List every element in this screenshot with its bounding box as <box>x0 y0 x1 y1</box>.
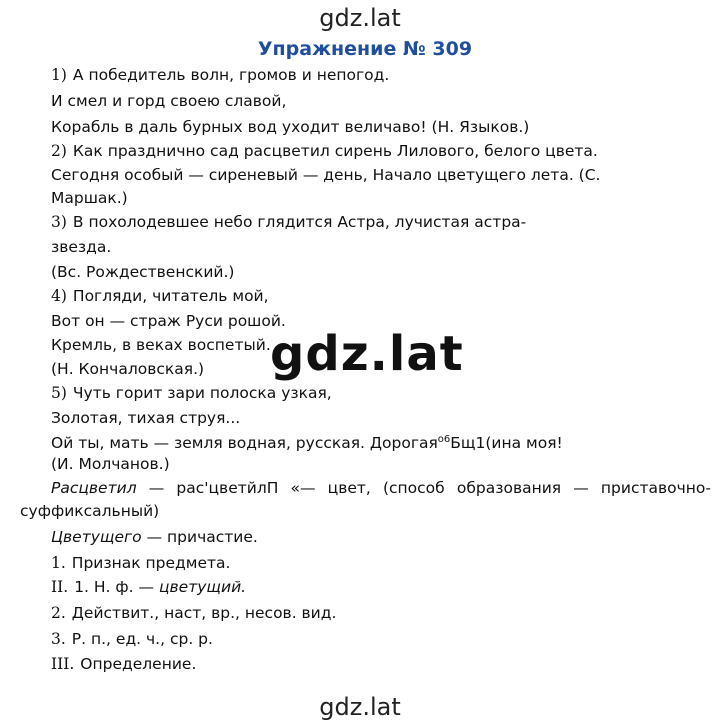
poem-5-line-1: 5) Чуть горит зари полоска узкая, <box>51 384 332 402</box>
exercise-title: Упражнение № 309 <box>257 38 473 60</box>
poem-3-line-2: звезда. <box>51 238 112 256</box>
analysis-item-5: III. Определение. <box>51 655 197 673</box>
analysis-word-1-term: Расцветил <box>51 479 137 497</box>
analysis-word-1: Расцветил — рас'цветйлП «— цвет, (способ образования — приставочно- <box>51 479 711 497</box>
poem-4-number: 4) <box>51 287 67 305</box>
poem-2-number: 2) <box>51 142 67 160</box>
poem-3-line-3: (Вс. Рождественский.) <box>51 263 235 281</box>
poem-1-number: 1) <box>51 66 67 84</box>
poem-2-line-3: Маршак.) <box>51 189 128 207</box>
poem-1-line-2: И смел и горд своею славой, <box>51 92 287 110</box>
analysis-word-1-cont: суффиксальный) <box>20 502 160 520</box>
watermark-bottom: gdz.lat <box>319 693 401 721</box>
poem-4-line-2: Вот он — страж Руси рошой. <box>51 312 286 330</box>
poem-2-line-1: 2) Как празднично сад расцветил сирень Лилового, белого цвета. <box>51 142 598 160</box>
poem-2-line-2: Сегодня особый — сиреневый — день, Начало цветущего лета. (С. <box>51 166 601 184</box>
poem-4-line-3: Кремль, в веках воспетый. <box>51 336 271 354</box>
analysis-item-2: II. 1. Н. ф. — цветущий. <box>51 578 247 596</box>
analysis-word-2-term: Цветущего <box>51 528 142 546</box>
watermark-center: gdz.lat <box>270 326 464 382</box>
poem-3-line-1: 3) В похолодевшее небо глядится Астра, лучистая астра- <box>51 213 527 231</box>
watermark-top: gdz.lat <box>319 4 401 32</box>
poem-5-line-4: (И. Молчанов.) <box>51 455 170 473</box>
poem-4-line-4: (Н. Кончаловская.) <box>51 360 205 378</box>
poem-4-line-1: 4) Погляди, читатель мой, <box>51 287 269 305</box>
poem-1-line-3: Корабль в даль бурных вод уходит величаво! (Н. Языков.) <box>51 118 530 136</box>
analysis-item-4: 3. Р. п., ед. ч., ср. р. <box>51 630 213 648</box>
analysis-item-1: 1. Признак предмета. <box>51 554 231 572</box>
analysis-word-2: Цветущего — причастие. <box>51 528 258 546</box>
poem-5-line-2: Золотая, тихая струя... <box>51 409 241 427</box>
analysis-item-3: 2. Действит., наст, вр., несов. вид. <box>51 604 337 622</box>
poem-5-line-3: Ой ты, мать — земля водная, русская. Дорогая$^{о6}$Бщ1(ина моя! <box>51 434 563 453</box>
poem-5-number: 5) <box>51 384 67 402</box>
poem-3-number: 3) <box>51 213 67 231</box>
superscript-fragment: о6 <box>437 434 451 445</box>
poem-1-line-1: 1) А победитель волн, громов и непогод. <box>51 66 390 84</box>
